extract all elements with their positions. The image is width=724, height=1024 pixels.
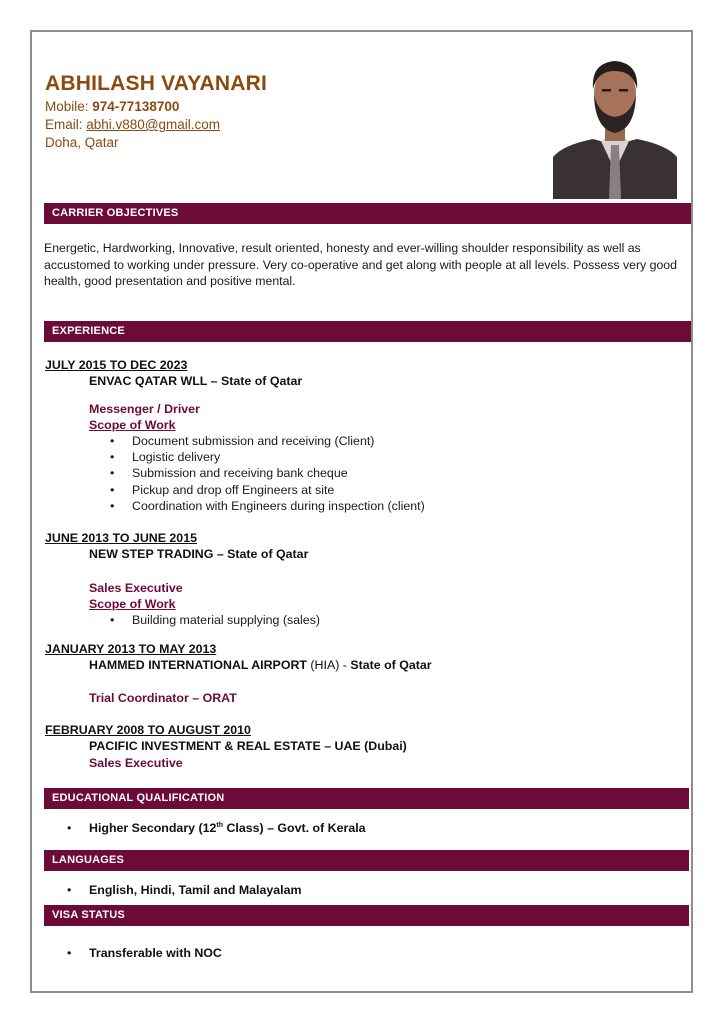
job-company <box>89 374 302 388</box>
job-period: FEBRUARY 2008 TO AUGUST 2010 <box>45 723 251 737</box>
job-period: JANUARY 2013 TO MAY 2013 <box>45 642 217 656</box>
profile-photo <box>553 53 677 199</box>
scope-label: Scope of Work <box>89 418 176 432</box>
email-line <box>45 117 220 132</box>
education-sup: th <box>216 821 224 829</box>
objectives-text: Energetic, Hardworking, Innovative, result oriented, honesty and ever-willing shoulder responsibility as well as accustomed to working under pressure. Very co-operative and get along with people at all levels. Possess very good health, good presentation and positive mental. <box>44 241 677 288</box>
education-list <box>89 821 366 835</box>
list-item: • Building material supplying (sales) <box>132 612 320 628</box>
job-company <box>89 547 308 561</box>
list-item: • Submission and receiving bank cheque <box>132 465 425 481</box>
duties-list <box>132 433 425 514</box>
job-company <box>89 658 432 672</box>
section-header-experience: EXPERIENCE <box>44 321 691 342</box>
education-post: Class) – Govt. of Kerala <box>223 821 366 835</box>
company-name: HAMMED INTERNATIONAL AIRPORT <box>89 658 307 672</box>
list-item: • Transferable with NOC <box>89 946 222 960</box>
education-pre: Higher Secondary (12 <box>89 821 217 835</box>
resume-page <box>30 30 693 993</box>
section-header-objectives: CARRIER OBJECTIVES <box>44 203 691 224</box>
mobile-number: 974-77138700 <box>92 99 180 114</box>
list-item: • Pickup and drop off Engineers at site <box>132 482 425 498</box>
email-link[interactable]: abhi.v880@gmail.com <box>86 117 221 132</box>
email-label: Email: <box>45 117 87 132</box>
scope-label: Scope of Work <box>89 597 176 611</box>
section-header-education: EDUCATIONAL QUALIFICATION <box>44 788 689 809</box>
visa-list <box>89 946 222 960</box>
job-period: JULY 2015 TO DEC 2023 <box>45 358 188 372</box>
company-name: ENVAC QATAR WLL <box>89 374 208 388</box>
section-header-visa: VISA STATUS <box>44 905 689 926</box>
job-period: JUNE 2013 TO JUNE 2015 <box>45 531 197 545</box>
section-header-languages: LANGUAGES <box>44 850 689 871</box>
job-company: PACIFIC INVESTMENT & REAL ESTATE – UAE (Dubai) <box>89 739 407 753</box>
list-item: • Coordination with Engineers during inspection (client) <box>132 498 425 514</box>
company-name: NEW STEP TRADING <box>89 547 214 561</box>
job-role: Trial Coordinator – ORAT <box>89 691 237 705</box>
company-abbr: (HIA) - <box>306 658 351 672</box>
job-role: Sales Executive <box>89 581 183 595</box>
job-role: Messenger / Driver <box>89 402 200 416</box>
list-item: • Document submission and receiving (Client) <box>132 433 425 449</box>
list-item <box>89 821 366 835</box>
location: Doha, Qatar <box>45 135 119 150</box>
mobile-line <box>45 99 179 114</box>
job-role: Sales Executive <box>89 756 183 770</box>
list-item: • English, Hindi, Tamil and Malayalam <box>89 883 302 897</box>
candidate-name: ABHILASH VAYANARI <box>45 72 267 95</box>
company-location: State of Qatar <box>350 658 432 672</box>
company-location: – State of Qatar <box>213 547 309 561</box>
languages-list <box>89 883 302 897</box>
mobile-label: Mobile: <box>45 99 93 114</box>
company-location: – State of Qatar <box>207 374 303 388</box>
list-item: • Logistic delivery <box>132 449 425 465</box>
duties-list <box>132 612 320 628</box>
